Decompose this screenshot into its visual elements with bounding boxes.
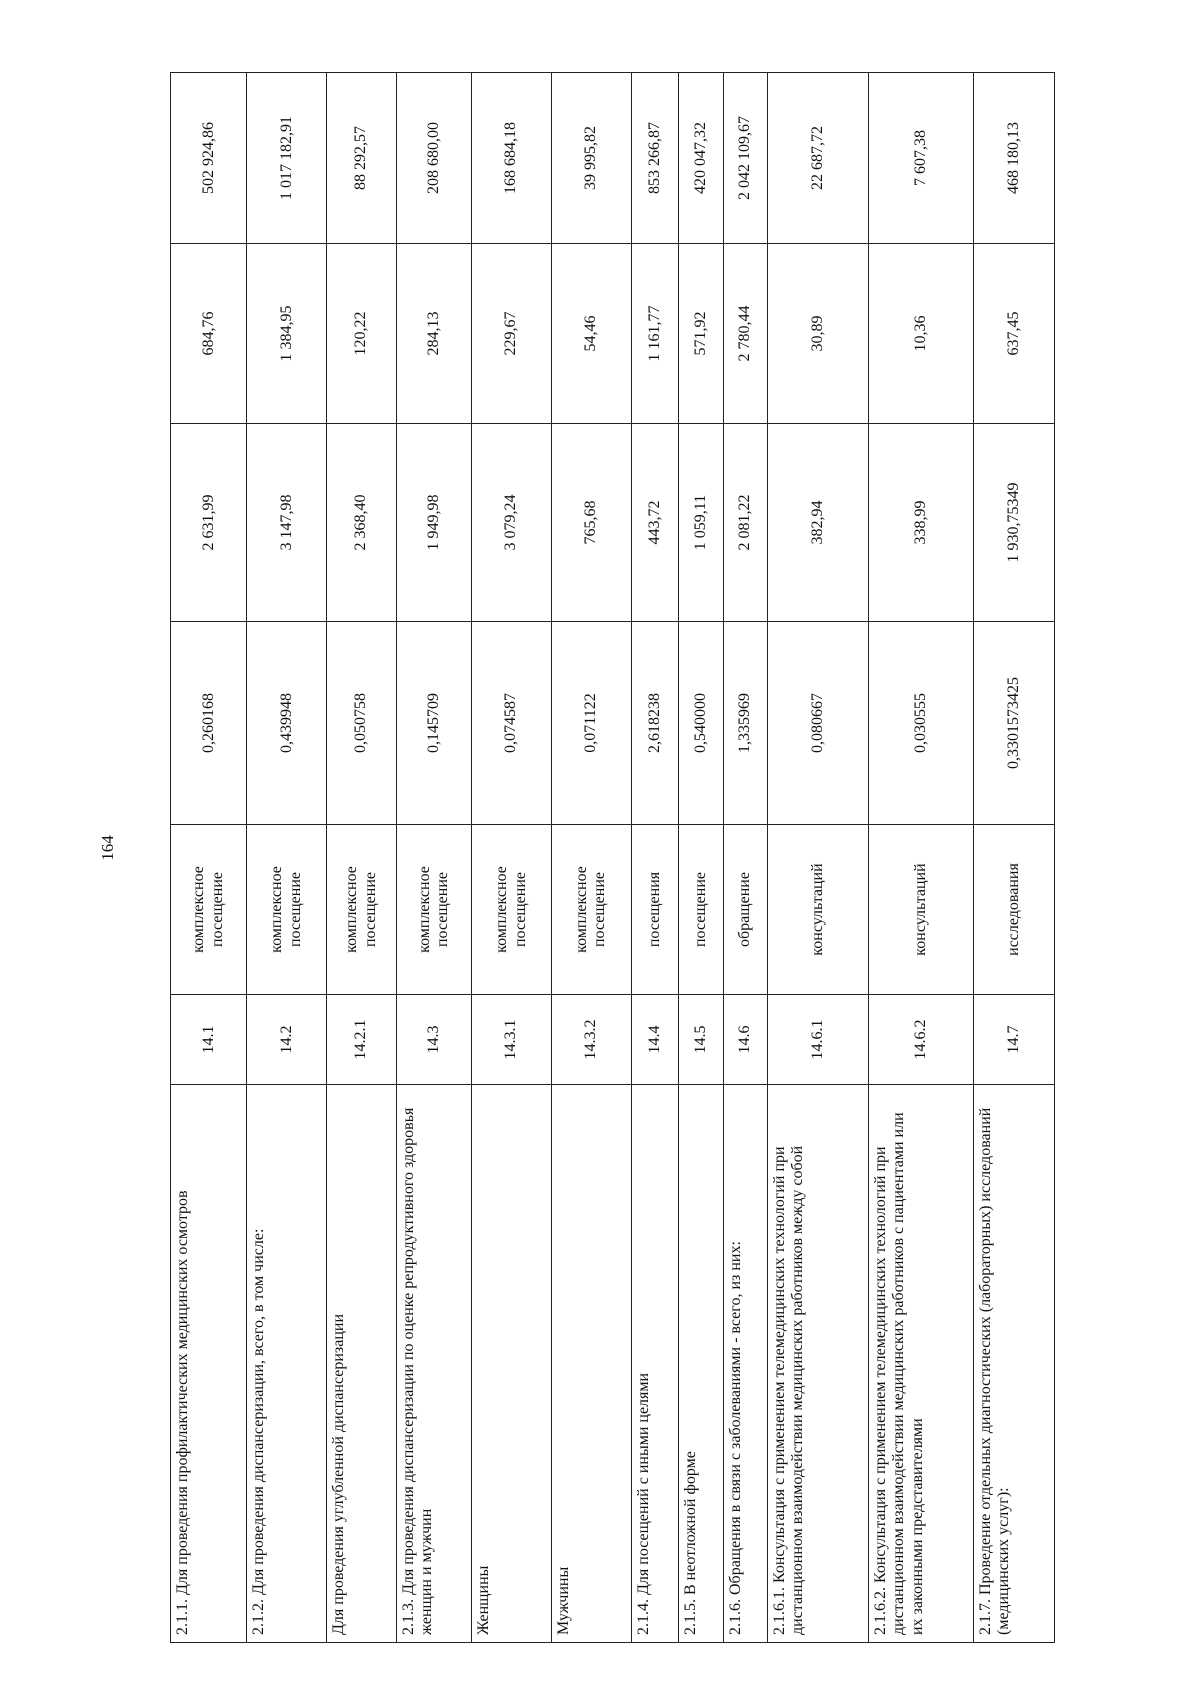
row-norm-cell: 0,071122 [552,622,632,825]
table-body [171,73,1055,1643]
row-cost-cell: 2 081,22 [723,424,767,622]
row-name-cell: Женщины [472,1085,552,1643]
row-total-cell: 208 680,00 [396,73,471,244]
row-code-cell: 14.3.2 [552,995,632,1085]
row-unit-cell: комплексное посещение [552,825,632,995]
row-name-cell: 2.1.6.1. Консультация с применением телемедицинских технологий при дистанционном взаимодействии медицинских работников между собой [768,1085,869,1643]
row-code-cell: 14.1 [171,995,247,1085]
row-code-cell: 14.3 [396,995,471,1085]
row-name-cell: Для проведения углубленной диспансеризации [327,1085,397,1643]
row-norm-cell: 0,3301573425 [974,622,1055,825]
row-per-capita-cell: 30,89 [768,244,869,424]
row-norm-cell: 0,145709 [396,622,471,825]
row-cost-cell: 382,94 [768,424,869,622]
row-cost-cell: 2 631,99 [171,424,247,622]
row-total-cell: 7 607,38 [868,73,973,244]
row-norm-cell: 0,050758 [327,622,397,825]
row-total-cell: 502 924,86 [171,73,247,244]
rotated-table-wrapper [170,73,1055,1643]
table-row [552,73,632,1643]
row-total-cell: 853 266,87 [631,73,679,244]
row-cost-cell: 1 949,98 [396,424,471,622]
row-unit-cell: посещение [679,825,723,995]
row-per-capita-cell: 684,76 [171,244,247,424]
table-row [679,73,723,1643]
row-unit-cell: комплексное посещение [171,825,247,995]
row-code-cell: 14.4 [631,995,679,1085]
row-cost-cell: 765,68 [552,424,632,622]
row-code-cell: 14.5 [679,995,723,1085]
row-code-cell: 14.6 [723,995,767,1085]
row-total-cell: 39 995,82 [552,73,632,244]
row-cost-cell: 443,72 [631,424,679,622]
row-total-cell: 22 687,72 [768,73,869,244]
row-unit-cell: консультаций [768,825,869,995]
row-norm-cell: 0,030555 [868,622,973,825]
row-name-cell: 2.1.4. Для посещений с иными целями [631,1085,679,1643]
row-per-capita-cell: 120,22 [327,244,397,424]
table-row [247,73,327,1643]
row-norm-cell: 2,618238 [631,622,679,825]
row-per-capita-cell: 284,13 [396,244,471,424]
row-code-cell: 14.6.2 [868,995,973,1085]
row-unit-cell: комплексное посещение [472,825,552,995]
row-per-capita-cell: 571,92 [679,244,723,424]
row-name-cell: 2.1.2. Для проведения диспансеризации, всего, в том числе: [247,1085,327,1643]
row-cost-cell: 3 079,24 [472,424,552,622]
row-name-cell: 2.1.3. Для проведения диспансеризации по оценке репродуктивного здоровья женщин и мужчин [396,1085,471,1643]
row-name-cell: 2.1.7. Проведение отдельных диагностических (лабораторных) исследований (медицинских услуг): [974,1085,1055,1643]
row-per-capita-cell: 1 161,77 [631,244,679,424]
row-cost-cell: 2 368,40 [327,424,397,622]
row-total-cell: 2 042 109,67 [723,73,767,244]
page-number: 164 [98,835,117,861]
table-row [631,73,679,1643]
row-code-cell: 14.6.1 [768,995,869,1085]
row-per-capita-cell: 229,67 [472,244,552,424]
table-row [396,73,471,1643]
row-unit-cell: консультаций [868,825,973,995]
row-name-cell: 2.1.6. Обращения в связи с заболеваниями - всего, из них: [723,1085,767,1643]
row-norm-cell: 0,439948 [247,622,327,825]
row-unit-cell: комплексное посещение [247,825,327,995]
row-name-cell: 2.1.5. В неотложной форме [679,1085,723,1643]
row-cost-cell: 1 059,11 [679,424,723,622]
table-row [171,73,247,1643]
row-per-capita-cell: 10,36 [868,244,973,424]
row-norm-cell: 0,260168 [171,622,247,825]
table-row [768,73,869,1643]
table-row [868,73,973,1643]
row-total-cell: 420 047,32 [679,73,723,244]
financing-table [170,72,1055,1643]
row-norm-cell: 0,080667 [768,622,869,825]
row-per-capita-cell: 2 780,44 [723,244,767,424]
row-total-cell: 1 017 182,91 [247,73,327,244]
row-per-capita-cell: 54,46 [552,244,632,424]
row-total-cell: 468 180,13 [974,73,1055,244]
row-norm-cell: 1,335969 [723,622,767,825]
row-norm-cell: 0,540000 [679,622,723,825]
row-unit-cell: посещения [631,825,679,995]
row-code-cell: 14.7 [974,995,1055,1085]
table-row [327,73,397,1643]
table-row [472,73,552,1643]
row-unit-cell: исследования [974,825,1055,995]
table-row [974,73,1055,1643]
row-cost-cell: 338,99 [868,424,973,622]
row-code-cell: 14.2 [247,995,327,1085]
row-total-cell: 168 684,18 [472,73,552,244]
row-name-cell: 2.1.6.2. Консультация с применением телемедицинских технологий при дистанционном взаимодействии медицинских работников с пациентами или их законными представителями [868,1085,973,1643]
row-code-cell: 14.3.1 [472,995,552,1085]
table-row [723,73,767,1643]
row-unit-cell: комплексное посещение [396,825,471,995]
row-unit-cell: обращение [723,825,767,995]
row-cost-cell: 1 930,75349 [974,424,1055,622]
row-code-cell: 14.2.1 [327,995,397,1085]
row-unit-cell: комплексное посещение [327,825,397,995]
row-name-cell: 2.1.1. Для проведения профилактических медицинских осмотров [171,1085,247,1643]
row-name-cell: Мужчины [552,1085,632,1643]
row-per-capita-cell: 1 384,95 [247,244,327,424]
row-per-capita-cell: 637,45 [974,244,1055,424]
row-norm-cell: 0,074587 [472,622,552,825]
row-cost-cell: 3 147,98 [247,424,327,622]
row-total-cell: 88 292,57 [327,73,397,244]
